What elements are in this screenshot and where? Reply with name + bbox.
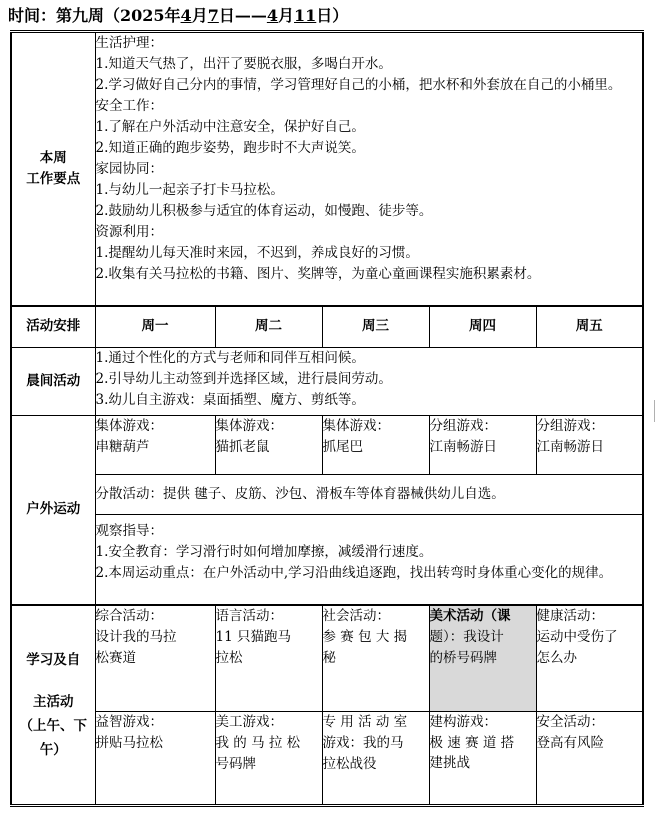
title-day-sep: 日—— [218, 6, 267, 25]
work-point-line: 1.与幼儿一起亲子打卡马拉松。 [95, 182, 284, 198]
morning-label: 晨间活动 [11, 348, 95, 416]
outdoor-observe [95, 515, 643, 605]
work-point-line: 2.收集有关马拉松的书籍、图片、奖牌等，为童心童画课程实施积累素材。 [95, 266, 541, 282]
work-point-line: 安全工作： [95, 98, 163, 114]
work-point-line: 家园协同： [95, 161, 163, 177]
morning-content [95, 348, 643, 416]
outdoor-game-cell: 集体游戏： 抓尾巴 [322, 416, 429, 475]
learning-cell: 健康活动： 运动中受伤了 怎么办 [536, 605, 643, 712]
observe-line: 观察指导： [95, 523, 163, 539]
work-point-line: 1.提醒幼儿每天准时来园，不迟到，养成良好的习惯。 [95, 245, 419, 261]
title-month-start: 4 [180, 6, 192, 25]
outdoor-game-cell: 集体游戏： 串糖葫芦 [95, 416, 215, 475]
work-points-content [95, 32, 643, 306]
morning-row [11, 348, 643, 416]
work-points-label: 本周 工作要点 [11, 32, 95, 306]
title-day-end: 11 [294, 6, 317, 25]
observe-line: 1.安全教育：学习滑行时如何增加摩擦，减缓滑行速度。 [95, 544, 433, 560]
outdoor-games-row [11, 416, 643, 475]
observe-line: 2.本周运动重点：在户外活动中,学习沿曲线追逐跑，找出转弯时身体重心变化的规律。 [95, 565, 613, 581]
day-header: 周一 [95, 306, 215, 348]
outdoor-game-cell: 分组游戏： 江南畅游日 [536, 416, 643, 475]
learning-cell-highlighted: 美术活动（课 题）：我设计 的桥号码牌 [429, 605, 536, 712]
learning-label: 学习及自 主活动 （上午、下 午） [11, 605, 95, 806]
title-month-label-2: 月 [278, 6, 295, 25]
work-point-line: 生活护理： [95, 35, 163, 51]
outdoor-label: 户外运动 [11, 416, 95, 605]
learning-cell: 专 用 活 动 室 游戏：我的马 拉松战役 [322, 712, 429, 806]
day-header: 周二 [215, 306, 322, 348]
work-points-row [11, 32, 643, 306]
learning-cell: 益智游戏： 拼贴马拉松 [95, 712, 215, 806]
learning-cell: 美工游戏： 我 的 马 拉 松 号码牌 [215, 712, 322, 806]
schedule-label: 活动安排 [11, 306, 95, 348]
title-suffix: 日） [316, 6, 349, 25]
learning-cell: 安全活动： 登高有风险 [536, 712, 643, 806]
learning-cell: 综合活动： 设计我的马拉 松赛道 [95, 605, 215, 712]
learning-row-1 [11, 605, 643, 712]
work-point-line: 资源利用： [95, 224, 163, 240]
weekly-plan-table [10, 30, 644, 807]
learning-cell: 语言活动： 11 只猫跑马 拉松 [215, 605, 322, 712]
day-header: 周五 [536, 306, 643, 348]
learning-cell: 社会活动： 参 赛 包 大 揭 秘 [322, 605, 429, 712]
title-month-end: 4 [266, 6, 278, 25]
morning-line: 3.幼儿自主游戏：桌面插塑、魔方、剪纸等。 [95, 392, 365, 408]
work-point-line: 1.知道天气热了，出汗了要脱衣服，多喝白开水。 [95, 56, 392, 72]
outdoor-game-cell: 集体游戏： 猫抓老鼠 [215, 416, 322, 475]
work-point-line: 2.知道正确的跑步姿势，跑步时不大声说笑。 [95, 140, 365, 156]
title-prefix: 时间：第九周（2025年 [8, 6, 181, 25]
learning-row-2 [11, 712, 643, 806]
work-point-line: 2.鼓励幼儿积极参与适宜的体育运动，如慢跑、徒步等。 [95, 203, 433, 219]
morning-line: 1.通过个性化的方式与老师和同伴互相问候。 [95, 350, 365, 366]
work-point-line: 1.了解在户外活动中注意安全，保护好自己。 [95, 119, 365, 135]
scrollbar-mark [654, 400, 659, 422]
day-header: 周三 [322, 306, 429, 348]
outdoor-scattered: 分散活动：提供 毽子、皮筋、沙包、滑板车等体育器械供幼儿自选。 [95, 475, 643, 515]
work-point-line: 2.学习做好自己分内的事情，学习管理好自己的小桶，把水杯和外套放在自己的小桶里。 [95, 77, 622, 93]
title-day-start: 7 [207, 6, 219, 25]
morning-line: 2.引导幼儿主动签到并选择区域，进行晨间劳动。 [95, 371, 392, 387]
learning-cell: 建构游戏： 极 速 赛 道 搭 建挑战 [429, 712, 536, 806]
title-month-label-1: 月 [191, 6, 208, 25]
outdoor-game-cell: 分组游戏： 江南畅游日 [429, 416, 536, 475]
outdoor-observe-row [11, 515, 643, 605]
schedule-header-row [11, 306, 643, 348]
page-title [8, 3, 348, 26]
outdoor-scattered-row [11, 475, 643, 515]
day-header: 周四 [429, 306, 536, 348]
